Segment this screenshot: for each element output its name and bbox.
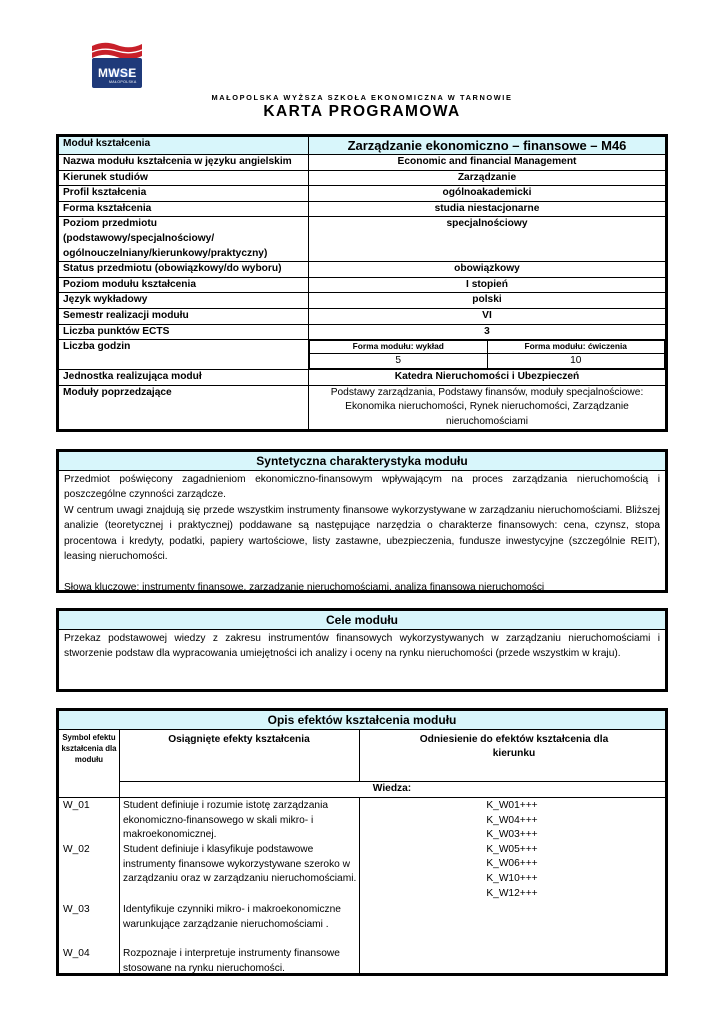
synthetic-paragraph-1: Przedmiot poświęcony zagadnieniom ekonomiczno-finansowym wpływającym na proces zarządzania nieruchomością i poszczególne czynności zarządcze.	[64, 474, 660, 501]
info-value: polski	[309, 293, 667, 309]
info-row	[58, 262, 667, 278]
symbol-header: Symbol efektu kształcenia dla modułu	[61, 733, 117, 764]
reference-item: K_W10+++	[486, 872, 538, 884]
exercise-form-label: Forma modułu: ćwiczenia	[487, 341, 665, 354]
info-row	[58, 217, 667, 262]
reference-item: K_W03+++	[486, 829, 538, 841]
effects-header: Osiągnięte efekty kształcenia	[168, 734, 310, 745]
effect-description: Student definiuje i rozumie istotę zarządzania ekonomiczno-finansowego w skali mikro- i makroekonomicznej.	[123, 800, 328, 841]
lecture-form-label: Forma modułu: wykład	[310, 341, 488, 354]
synthetic-keywords: Słowa kluczowe: instrumenty finansowe, zarządzanie nieruchomościami, analiza finansowa nieruchomości	[64, 581, 545, 593]
info-label: Profil kształcenia	[58, 186, 309, 202]
synthetic-paragraph-2: W centrum uwagi znajdują się przede wszystkim instrumenty finansowe wykorzystywane w zarządzaniu nieruchomościami. Bliższej analizie (teoretycznej i praktycznej) poddawane są następujące narzędzia o charakterze finansowych: cena, czynsz, stopa procentowa i kredyty, podatki, papiery wartościowe, listy zastawne, ubezpieczenia, fundusze inwestycyjne (szczególnie REIT), leasing nieruchomości.	[64, 504, 660, 563]
logo-subtext: MAŁOPOLSKA	[109, 80, 137, 84]
unit-label: Jednostka realizująca moduł	[58, 369, 309, 385]
module-label: Moduł kształcenia	[58, 136, 309, 155]
effect-description: Rozpoznaje i interpretuje instrumenty finansowe stosowane na rynku nieruchomości.	[123, 948, 340, 974]
info-value: Economic and financial Management	[309, 155, 667, 171]
info-row	[58, 186, 667, 202]
effect-symbol: W_02	[63, 844, 90, 855]
effect-description: Identyfikuje czynniki mikro- i makroekonomiczne warunkujące zarządzanie nieruchomościami .	[123, 904, 341, 930]
page-title: KARTA PROGRAMOWA	[263, 103, 461, 120]
school-logo	[88, 40, 146, 92]
logo-text: MWSE	[98, 66, 137, 80]
effect-description: Student definiuje i klasyfikuje podstawowe instrumenty finansowe wykorzystywane szeroko w zarządzaniu oraz w zarządzaniu nieruchomościami.	[123, 844, 357, 885]
unit-row	[58, 369, 667, 385]
hours-label: Liczba godzin	[58, 340, 309, 370]
info-value: obowiązkowy	[309, 262, 667, 278]
info-row	[58, 170, 667, 186]
prereq-row	[58, 385, 667, 431]
reference-item: K_W06+++	[486, 858, 538, 870]
info-value: Zarządzanie	[309, 170, 667, 186]
module-row	[58, 136, 667, 155]
goals-text: Przekaz podstawowej wiedzy z zakresu instrumentów finansowych wykorzystywanych w zarządzaniu nieruchomościami i stworzenie podstaw dla wypracowania umiejętności ich analizy i oceny na rynku nieruchomości (przede wszystkim w kraju).	[64, 633, 660, 660]
unit-value: Katedra Nieruchomości i Ubezpieczeń	[309, 369, 667, 385]
reference-list	[359, 799, 665, 901]
row-divider	[59, 797, 665, 798]
reference-header: Odniesienie do efektów kształcenia dla kierunku	[419, 734, 609, 759]
info-label: Forma kształcenia	[58, 201, 309, 217]
reference-item: K_W01+++	[486, 800, 538, 811]
synthetic-title: Syntetyczna charakterystyka modułu	[59, 452, 665, 471]
info-value: studia niestacjonarne	[309, 201, 667, 217]
info-label: Język wykładowy	[58, 293, 309, 309]
info-value: I stopień	[309, 277, 667, 293]
info-value: ogólnoakademicki	[309, 186, 667, 202]
goals-title: Cele modułu	[59, 611, 665, 630]
module-info-table	[56, 134, 668, 432]
column-divider	[359, 730, 360, 781]
effects-title: Opis efektów kształcenia modułu	[59, 711, 665, 730]
info-label: Status przedmiotu (obowiązkowy/do wyboru)	[58, 262, 309, 278]
effects-table	[56, 708, 668, 976]
reference-item: K_W05+++	[486, 843, 538, 855]
school-name: MAŁOPOLSKA WYŻSZA SZKOŁA EKONOMICZNA W TARNOWIE	[211, 93, 513, 102]
hours-table	[309, 340, 665, 369]
info-label: Nazwa modułu kształcenia w języku angielskim	[58, 155, 309, 171]
info-row	[58, 155, 667, 171]
info-label: Liczba punktów ECTS	[58, 324, 309, 340]
info-row	[58, 277, 667, 293]
prereq-value: Podstawy zarządzania, Podstawy finansów, moduły specjalnościowe: Ekonomika nieruchomości, Rynek nieruchomości, Zarządzanie nieruchomościami	[309, 385, 667, 431]
info-value: 3	[309, 324, 667, 340]
exercise-hours: 10	[487, 353, 665, 368]
info-row	[58, 308, 667, 324]
info-value: specjalnościowy	[309, 217, 667, 262]
prereq-label: Moduły poprzedzające	[58, 385, 309, 431]
column-divider	[119, 730, 120, 973]
module-value: Zarządzanie ekonomiczno – finansowe – M46	[309, 136, 667, 155]
info-label: Kierunek studiów	[58, 170, 309, 186]
hours-row	[58, 340, 667, 370]
lecture-hours: 5	[310, 353, 488, 368]
goals-section	[56, 608, 668, 692]
reference-item: K_W04+++	[486, 814, 538, 826]
info-label: Poziom przedmiotu (podstawowy/specjalnościowy/ ogólnouczelniany/kierunkowy/praktyczny)	[58, 217, 309, 262]
reference-item: K_W12+++	[486, 887, 538, 899]
info-value: VI	[309, 308, 667, 324]
effect-symbol: W_01	[63, 800, 90, 811]
info-label: Poziom modułu kształcenia	[58, 277, 309, 293]
info-row	[58, 324, 667, 340]
effect-symbol: W_04	[63, 948, 90, 959]
info-row	[58, 293, 667, 309]
knowledge-section-label: Wiedza:	[372, 783, 412, 794]
info-row	[58, 201, 667, 217]
hours-cell	[309, 340, 667, 370]
effect-symbol: W_03	[63, 904, 90, 915]
synthetic-section	[56, 449, 668, 593]
info-label: Semestr realizacji modułu	[58, 308, 309, 324]
